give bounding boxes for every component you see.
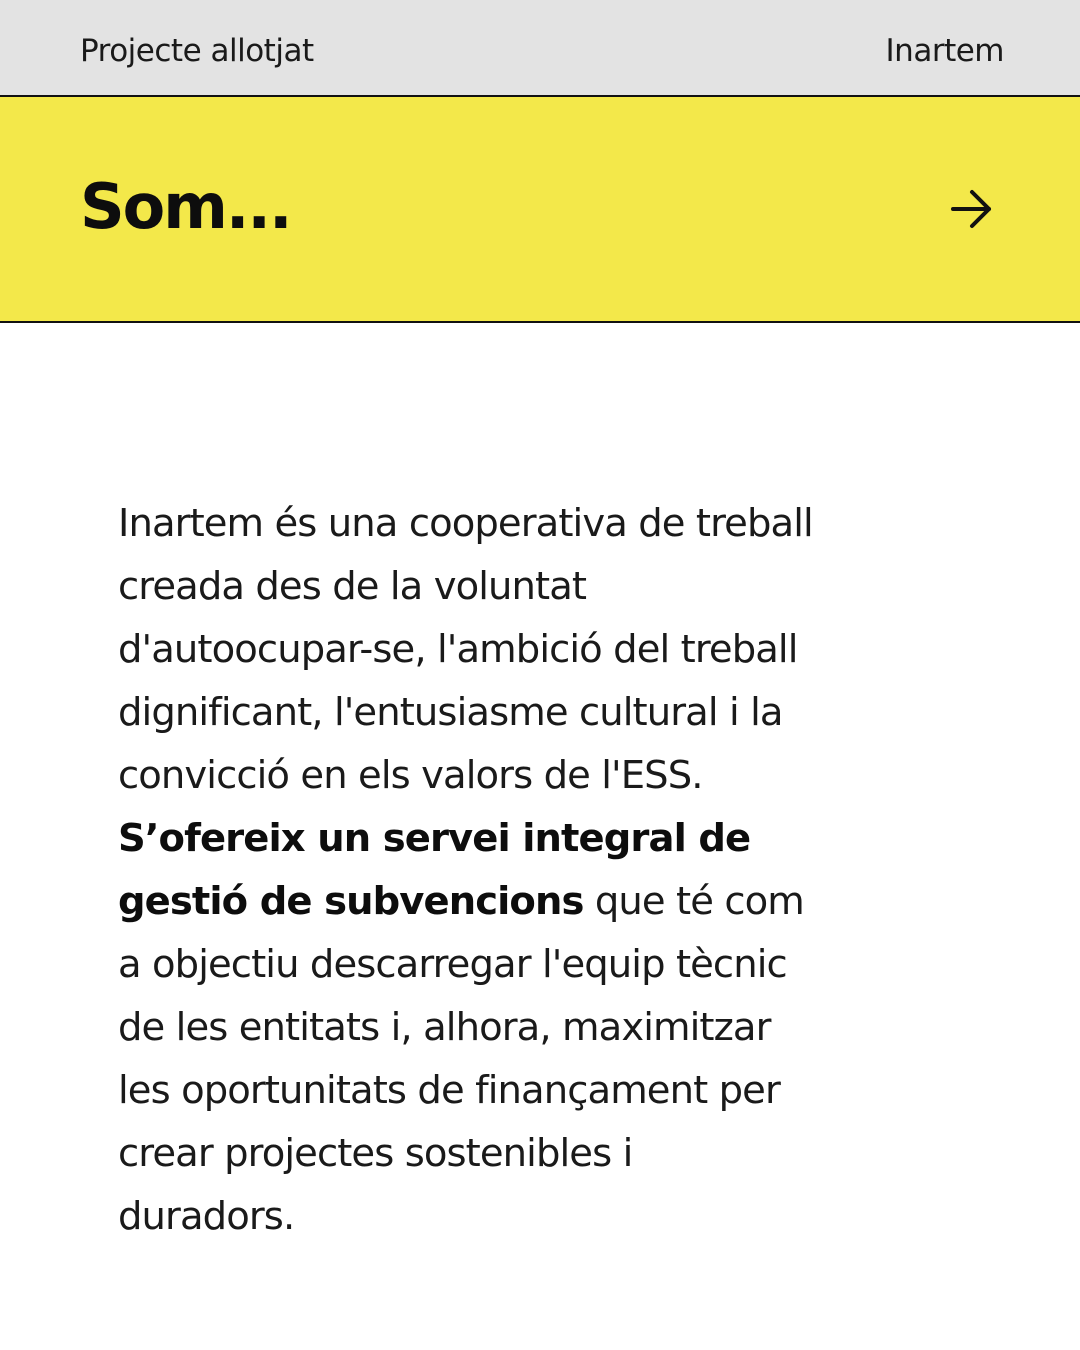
banner-title: Som... — [80, 170, 291, 243]
description-text: Inartem és una cooperativa de treball creada des de la voluntat d'autoocupar-se, l'ambició del treball dignificant, l'entusiasme cultural i la convicció en els valors de l'ESS. — [118, 501, 813, 798]
brand-name: Inartem — [885, 33, 1004, 69]
description-paragraph — [118, 492, 818, 1248]
title-banner — [0, 97, 1080, 323]
arrow-right-icon[interactable] — [946, 185, 996, 233]
hosted-project-label: Projecte allotjat — [80, 33, 314, 69]
description-text-continued: que té com a objectiu descarregar l'equip tècnic de les entitats i, alhora, maximitzar les oportunitats de finançament per crear projectes sostenibles i duradors. — [118, 879, 804, 1239]
top-bar — [0, 0, 1080, 97]
description-highlight: S’ofereix un servei integral de gestió de subvencions — [118, 816, 751, 924]
